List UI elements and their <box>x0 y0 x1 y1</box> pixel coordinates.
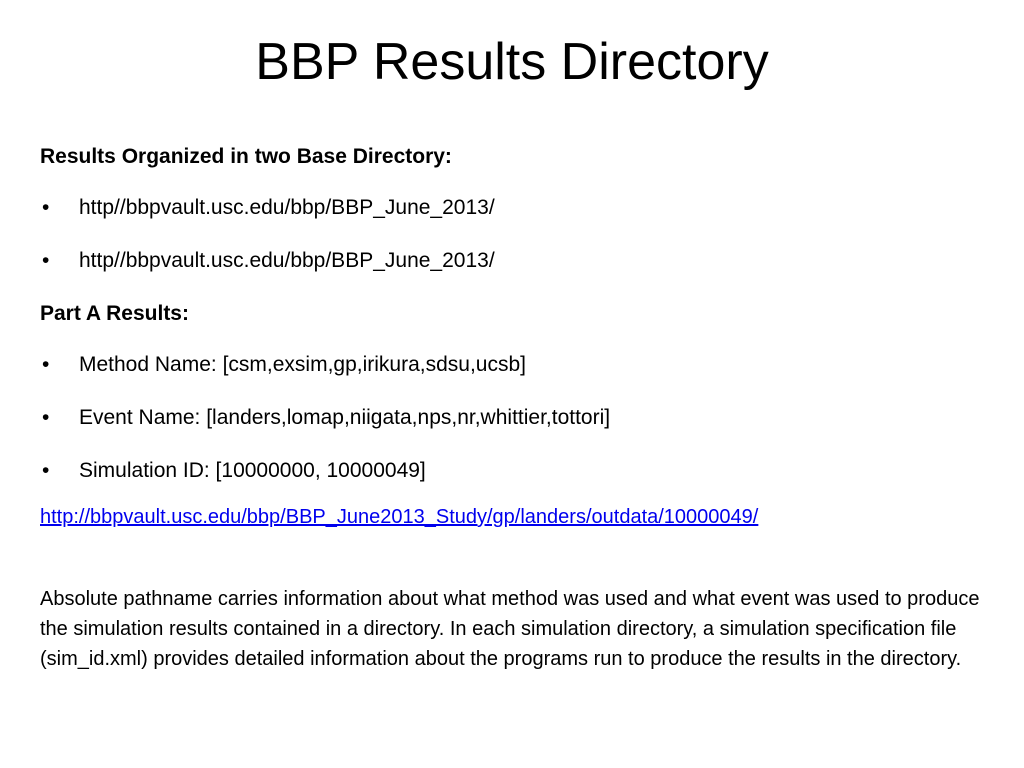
bullet-icon: • <box>42 196 50 219</box>
event-name-item <box>40 402 990 434</box>
bullet-icon: • <box>42 249 50 272</box>
method-name-text: Method Name: [csm,exsim,gp,irikura,sdsu,ucsb] <box>79 353 526 376</box>
base-directory-path: http//bbpvault.usc.edu/bbp/BBP_June_2013/ <box>79 249 495 272</box>
base-directory-item <box>40 192 990 224</box>
simulation-id-text: Simulation ID: [10000000, 10000049] <box>79 459 426 482</box>
base-directory-path: http//bbpvault.usc.edu/bbp/BBP_June_2013/ <box>79 196 495 219</box>
results-url-link[interactable]: http://bbpvault.usc.edu/bbp/BBP_June2013_Study/gp/landers/outdata/10000049/ <box>40 506 759 528</box>
part-a-heading: Part A Results: <box>40 302 189 325</box>
description-paragraph: Absolute pathname carries information about what method was used and what event was used to produce the simulation results contained in a directory. In each simulation directory, a simulation specification file (sim_id.xml) provides detailed information about the programs run to produce the results in the directory. <box>40 588 980 670</box>
part-a-list <box>40 349 990 487</box>
bullet-icon: • <box>42 459 50 482</box>
base-directory-heading: Results Organized in two Base Directory: <box>40 145 452 168</box>
bullet-icon: • <box>42 406 50 429</box>
base-directory-list <box>40 192 990 277</box>
base-directory-item <box>40 245 990 277</box>
bullet-icon: • <box>42 353 50 376</box>
method-name-item <box>40 349 990 381</box>
simulation-id-item <box>40 455 990 487</box>
event-name-text: Event Name: [landers,lomap,niigata,nps,nr,whittier,tottori] <box>79 406 611 429</box>
slide-title: BBP Results Directory <box>255 33 769 91</box>
slide-content <box>40 141 990 674</box>
